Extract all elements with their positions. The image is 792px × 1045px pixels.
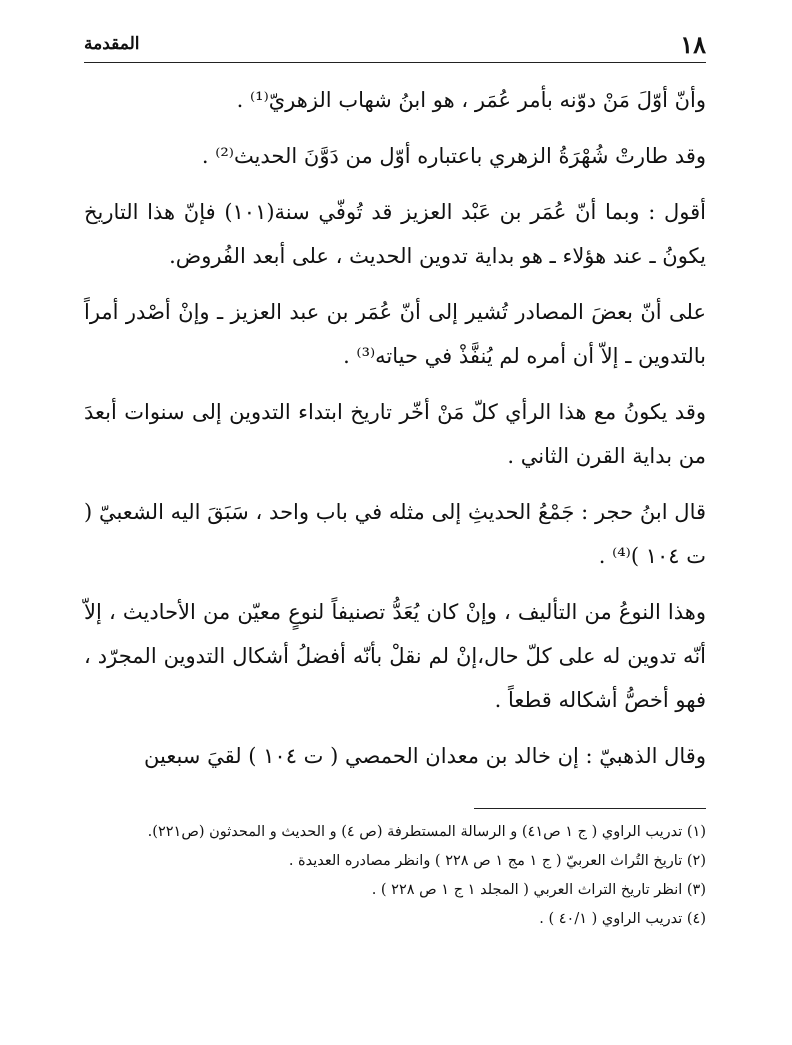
paragraph: وقد طارتْ شُهْرَةُ الزهري باعتباره أوّل من دَوَّنَ الحديث⁽²⁾ . xyxy=(201,144,706,168)
paragraph: وأنّ أوّلَ مَنْ دوّنه بأمر عُمَر ، هو ابنُ شهاب الزهريّ⁽¹⁾ . xyxy=(236,88,706,112)
footnote: (٣) انظر تاريخ التراث العربي ( المجلد ١ ج ١ ص ٢٢٨ ) . xyxy=(371,882,706,898)
footnote-divider xyxy=(474,808,706,809)
footnote: (٤) تدريب الراوي ( ٤٠/١ ) . xyxy=(539,911,706,927)
paragraph: وهذا النوعُ من التأليف ، وإنْ كان يُعَدُّ تصنيفاً لنوعٍ معيّن من الأحاديث ، إلاّ أنّه تدوين له على كلّ حال،إنْ لم نقلْ بأنّه أفضلُ أشكال التدوين المجرّد ، فهو أخصُّ أشكاله قطعاً . xyxy=(84,600,706,712)
paragraph: على أنّ بعضَ المصادر تُشير إلى أنّ عُمَر بن عبد العزيز ـ وإنْ أصْدر أمراً بالتدوين ـ إلاّ أن أمره لم يُنفَّذْ في حياته⁽³⁾ . xyxy=(84,300,706,368)
paragraph: قال ابنُ حجر : جَمْعُ الحديثِ إلى مثله في باب واحد ، سَبَقَ اليه الشعبيّ ( ت ١٠٤ )⁽⁴⁾ . xyxy=(84,500,706,568)
page-number: ١٨ xyxy=(680,30,706,59)
footnote: (١) تدريب الراوي ( ج ١ ص٤١) و الرسالة المستطرفة (ص ٤) و الحديث و المحدثون (ص٢٢١). xyxy=(147,824,706,840)
footnote: (٢) تاريخ التُراث العربيّ ( ج ١ مج ١ ص ٢٢٨ ) وانظر مصادره العديدة . xyxy=(288,853,706,869)
running-title: المقدمة xyxy=(84,34,140,54)
paragraph: وقال الذهبيّ : إن خالد بن معدان الحمصي ( ت ١٠٤ ) لقيَ سبعين xyxy=(144,744,706,768)
page-header xyxy=(84,28,706,63)
paragraph: وقد يكونُ مع هذا الرأي كلّ مَنْ أخّر تاريخ ابتداء التدوين إلى سنوات أبعدَ من بداية القرن الثاني . xyxy=(84,400,706,468)
main-text xyxy=(84,78,706,790)
footnotes xyxy=(84,818,706,934)
paragraph: أقول : وبما أنّ عُمَر بن عَبْد العزيز قد تُوفّي سنة(١٠١) فإنّ هذا التاريخ يكونُ ـ عند هؤلاء ـ هو بداية تدوين الحديث ، على أبعد الفُروض. xyxy=(84,200,706,268)
